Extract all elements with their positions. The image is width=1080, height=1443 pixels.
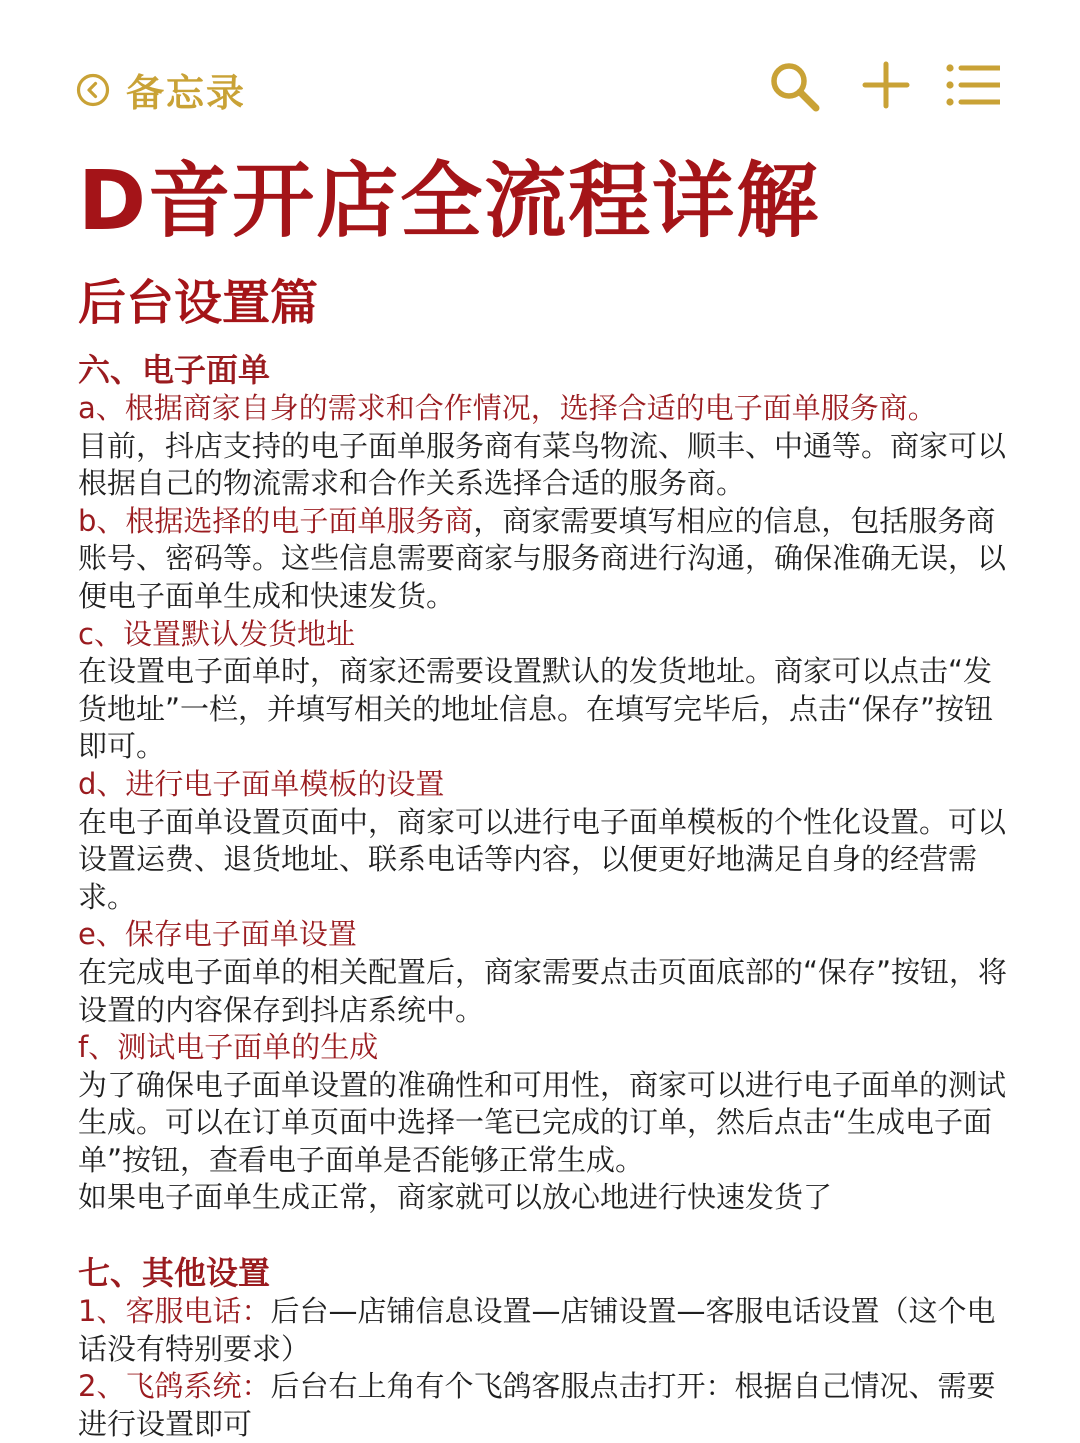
plus-icon xyxy=(858,58,914,114)
body-d: 在电子面单设置页面中，商家可以进行电子面单模板的个性化设置。可以设置运费、退货地址、联系电话等内容，以便更好地满足自身的经营需求。 xyxy=(78,804,1007,914)
list-menu-button[interactable] xyxy=(944,58,1000,114)
paragraph-c xyxy=(78,616,1008,766)
body-a: 目前，抖店支持的电子面单服务商有菜鸟物流、顺丰、中通等。商家可以根据自己的物流需求和合作关系选择合适的服务商。 xyxy=(78,428,1007,501)
highlight-d: d、进行电子面单模板的设置 xyxy=(78,766,445,801)
chevron-left-icon xyxy=(76,73,110,107)
note-body[interactable] xyxy=(78,350,1008,1443)
add-note-button[interactable] xyxy=(858,58,914,114)
list-icon xyxy=(944,58,1000,114)
highlight-b: b、根据选择的电子面单服务商 xyxy=(78,503,474,538)
paragraph-e xyxy=(78,916,1008,1029)
paragraph-d xyxy=(78,766,1008,916)
note-subtitle: 后台设置篇 xyxy=(78,275,319,331)
section-spacer xyxy=(78,1217,1008,1253)
note-title: D音开店全流程详解 xyxy=(78,154,821,249)
body-e: 在完成电子面单的相关配置后，商家需要点击页面底部的“保存”按钮，将设置的内容保存到抖店系统中。 xyxy=(78,954,1008,1027)
highlight-e: e、保存电子面单设置 xyxy=(78,917,357,952)
highlight-item-2: 2、飞鸽系统： xyxy=(78,1369,271,1404)
highlight-a: a、根据商家自身的需求和合作情况，选择合适的电子面单服务商。 xyxy=(78,391,937,425)
item-1 xyxy=(78,1293,1008,1368)
body-c: 在设置电子面单时，商家还需要设置默认的发货地址。商家可以点击“发货地址”一栏，并填写相关的地址信息。在填写完毕后，点击“保存”按钮即可。 xyxy=(78,654,994,764)
body-b: ，商家需要填写相应的信息，包括服务商账号、密码等。这些信息需要商家与服务商进行沟通，确保准确无误，以便电子面单生成和快速发货。 xyxy=(78,503,1007,613)
search-button[interactable] xyxy=(766,58,822,114)
paragraph-f xyxy=(78,1029,1008,1217)
section-heading-7: 七、其他设置 xyxy=(78,1254,271,1293)
section-heading-6: 六、电子面单 xyxy=(78,351,271,389)
back-label: 备忘录 xyxy=(126,71,247,115)
highlight-c: c、设置默认发货地址 xyxy=(78,616,355,651)
item-2 xyxy=(78,1368,1008,1443)
top-nav-bar xyxy=(0,0,1080,140)
body-f-end: 如果电子面单生成正常，商家就可以放心地进行快速发货了 xyxy=(78,1180,833,1215)
body-item-1: 后台—店铺信息设置—店铺设置—客服电话设置（这个电话没有特别要求） xyxy=(78,1294,996,1366)
search-icon xyxy=(766,58,822,114)
highlight-f: f、测试电子面单的生成 xyxy=(78,1030,379,1065)
back-button[interactable] xyxy=(76,62,246,117)
body-item-2: 后台右上角有个飞鸽客服点击打开：根据自己情况、需要进行设置即可 xyxy=(78,1369,996,1441)
body-f: 为了确保电子面单设置的准确性和可用性，商家可以进行电子面单的测试生成。可以在订单页面中选择一笔已完成的订单，然后点击“生成电子面单”按钮，查看电子面单是否能够正常生成。 xyxy=(78,1067,1007,1177)
paragraph-b xyxy=(78,503,1008,616)
paragraph-a xyxy=(78,390,1008,503)
highlight-item-1: 1、客服电话： xyxy=(78,1294,271,1329)
